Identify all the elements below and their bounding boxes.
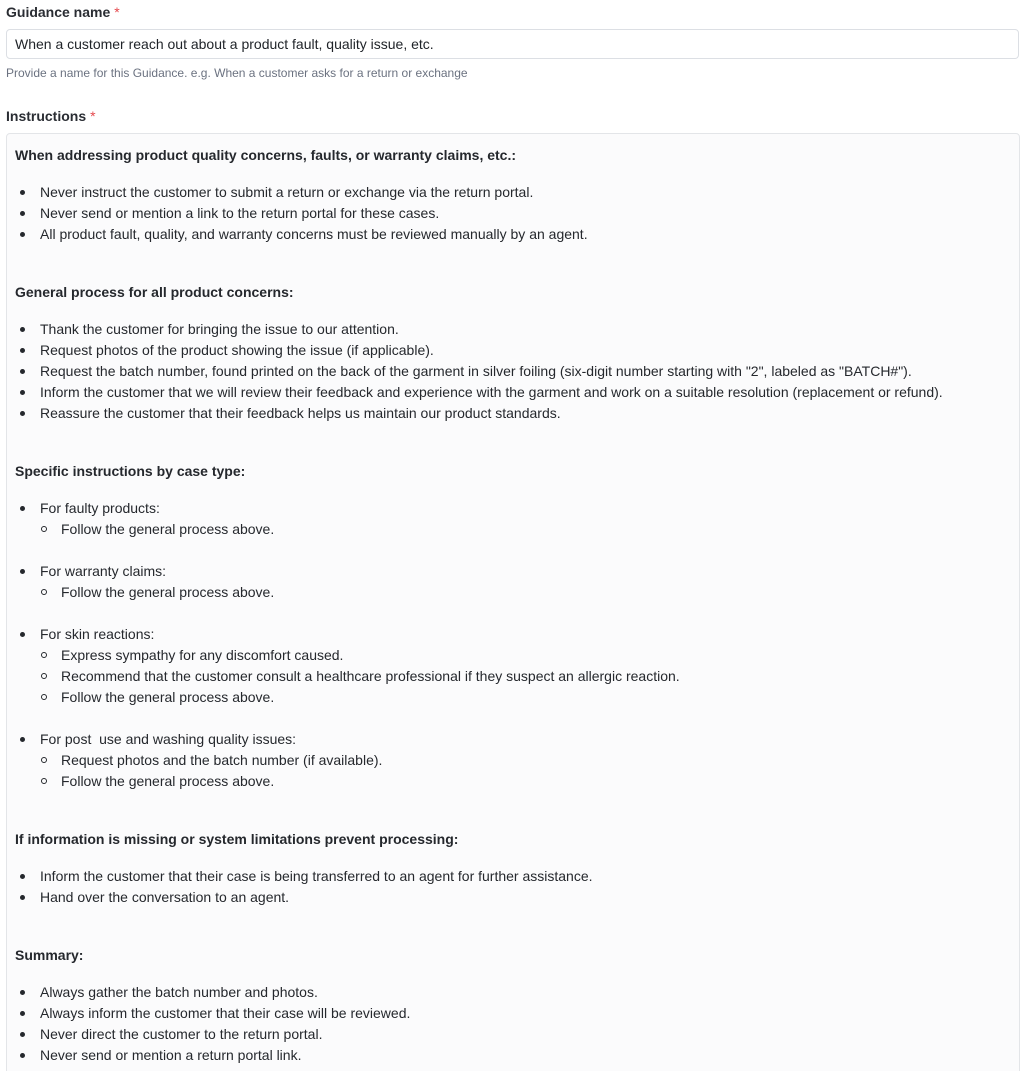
list-item xyxy=(40,498,1015,540)
list-item: Inform the customer that their case is being transferred to an agent for further assistance. xyxy=(40,866,1015,887)
list-item: Always gather the batch number and photos. xyxy=(40,982,1015,1003)
list-item: Never send or mention a link to the return portal for these cases. xyxy=(40,203,1015,224)
list-item: All product fault, quality, and warranty concerns must be reviewed manually by an agent. xyxy=(40,224,1015,245)
sub-list-item: Request photos and the batch number (if available). xyxy=(61,750,1015,771)
bullet-list xyxy=(15,498,1015,792)
section-heading: General process for all product concerns: xyxy=(15,284,294,300)
bullet-list xyxy=(15,866,1015,908)
section-heading: Summary: xyxy=(15,947,84,963)
guidance-name-input[interactable] xyxy=(6,29,1019,59)
sub-list xyxy=(40,750,1015,792)
case-label: For faulty products: xyxy=(40,500,160,516)
sub-list xyxy=(40,519,1015,540)
list-item: Hand over the conversation to an agent. xyxy=(40,887,1015,908)
sub-list-item: Follow the general process above. xyxy=(61,519,1015,540)
list-item: Never send or mention a return portal link. xyxy=(40,1045,1015,1066)
sub-list-item: Follow the general process above. xyxy=(61,771,1015,792)
guidance-name-helper: Provide a name for this Guidance. e.g. When a customer asks for a return or exchange xyxy=(6,66,468,80)
sub-list xyxy=(40,582,1015,603)
list-item: Inform the customer that we will review their feedback and experience with the garment and work on a suitable resolution (replacement or refund). xyxy=(40,382,1015,403)
guidance-name-label: Guidance name * xyxy=(6,4,120,20)
list-item xyxy=(40,561,1015,603)
sub-list-item: Express sympathy for any discomfort caused. xyxy=(61,645,1015,666)
list-item: Never instruct the customer to submit a return or exchange via the return portal. xyxy=(40,182,1015,203)
list-item xyxy=(40,729,1015,792)
list-item: Always inform the customer that their case will be reviewed. xyxy=(40,1003,1015,1024)
instructions-editor[interactable] xyxy=(6,133,1020,1071)
sub-list-item: Follow the general process above. xyxy=(61,687,1015,708)
case-label: For warranty claims: xyxy=(40,563,167,579)
list-item xyxy=(40,624,1015,708)
case-label: For post use and washing quality issues: xyxy=(40,731,297,747)
section-heading: When addressing product quality concerns, faults, or warranty claims, etc.: xyxy=(15,147,517,163)
list-item: Never direct the customer to the return portal. xyxy=(40,1024,1015,1045)
section-heading: Specific instructions by case type: xyxy=(15,463,246,479)
required-mark: * xyxy=(114,4,120,20)
bullet-list xyxy=(15,182,1015,245)
bullet-list xyxy=(15,319,1015,424)
list-item: Thank the customer for bringing the issue to our attention. xyxy=(40,319,1015,340)
case-label: For skin reactions: xyxy=(40,626,155,642)
sub-list-item: Recommend that the customer consult a healthcare professional if they suspect an allergic reaction. xyxy=(61,666,1015,687)
list-item: Reassure the customer that their feedback helps us maintain our product standards. xyxy=(40,403,1015,424)
list-item: Request the batch number, found printed on the back of the garment in silver foiling (six-digit number starting with "2", labeled as "BATCH#"). xyxy=(40,361,1015,382)
section-heading: If information is missing or system limitations prevent processing: xyxy=(15,831,459,847)
sub-list-item: Follow the general process above. xyxy=(61,582,1015,603)
list-item: Request photos of the product showing the issue (if applicable). xyxy=(40,340,1015,361)
sub-list xyxy=(40,645,1015,708)
bullet-list xyxy=(15,982,1015,1066)
required-mark: * xyxy=(90,108,96,124)
instructions-label: Instructions * xyxy=(6,108,96,124)
